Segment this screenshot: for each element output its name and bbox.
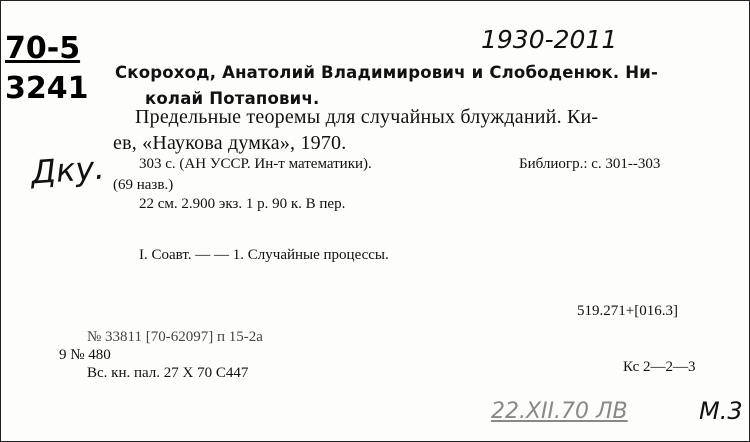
description-bibliography: Библиогр.: с. 301--303 xyxy=(519,156,661,172)
title-line-2: ев, «Наукова думка», 1970. xyxy=(113,132,347,154)
call-number-bottom: 3241 xyxy=(5,71,89,106)
classification-number: 519.271+[016.3] xyxy=(577,303,678,319)
description-pages: 303 с. (АН УССР. Ин-т математики). xyxy=(139,156,372,172)
author-line-1: Скороход, Анатолий Владимирович и Слободенюк. Ни- xyxy=(115,63,659,82)
kc-code: Кс 2—2—3 xyxy=(623,359,696,375)
order-number: № 33811 [70-62097] п 15-2а xyxy=(87,329,263,345)
handwritten-initials: М.3 xyxy=(699,397,743,425)
date-stamp: 22.ХII.70 ЛВ xyxy=(491,399,628,424)
order-number-2: 9 № 480 xyxy=(59,347,111,363)
description-format: 22 см. 2.900 экз. 1 р. 90 к. В пер. xyxy=(139,196,346,212)
print-info: Вс. кн. пал. 27 Х 70 С447 xyxy=(87,365,249,381)
call-number-top: 70-5 xyxy=(5,31,81,66)
margin-note: Дку. xyxy=(29,148,106,192)
subject-tracings: I. Соавт. — — 1. Случайные процессы. xyxy=(139,247,389,263)
author-years: 1930-2011 xyxy=(481,25,618,54)
author-line-2: колай Потапович. xyxy=(145,89,320,108)
description-references: (69 назв.) xyxy=(113,177,174,193)
title-line-1: Предельные теоремы для случайных блужданий. Ки- xyxy=(135,106,599,128)
